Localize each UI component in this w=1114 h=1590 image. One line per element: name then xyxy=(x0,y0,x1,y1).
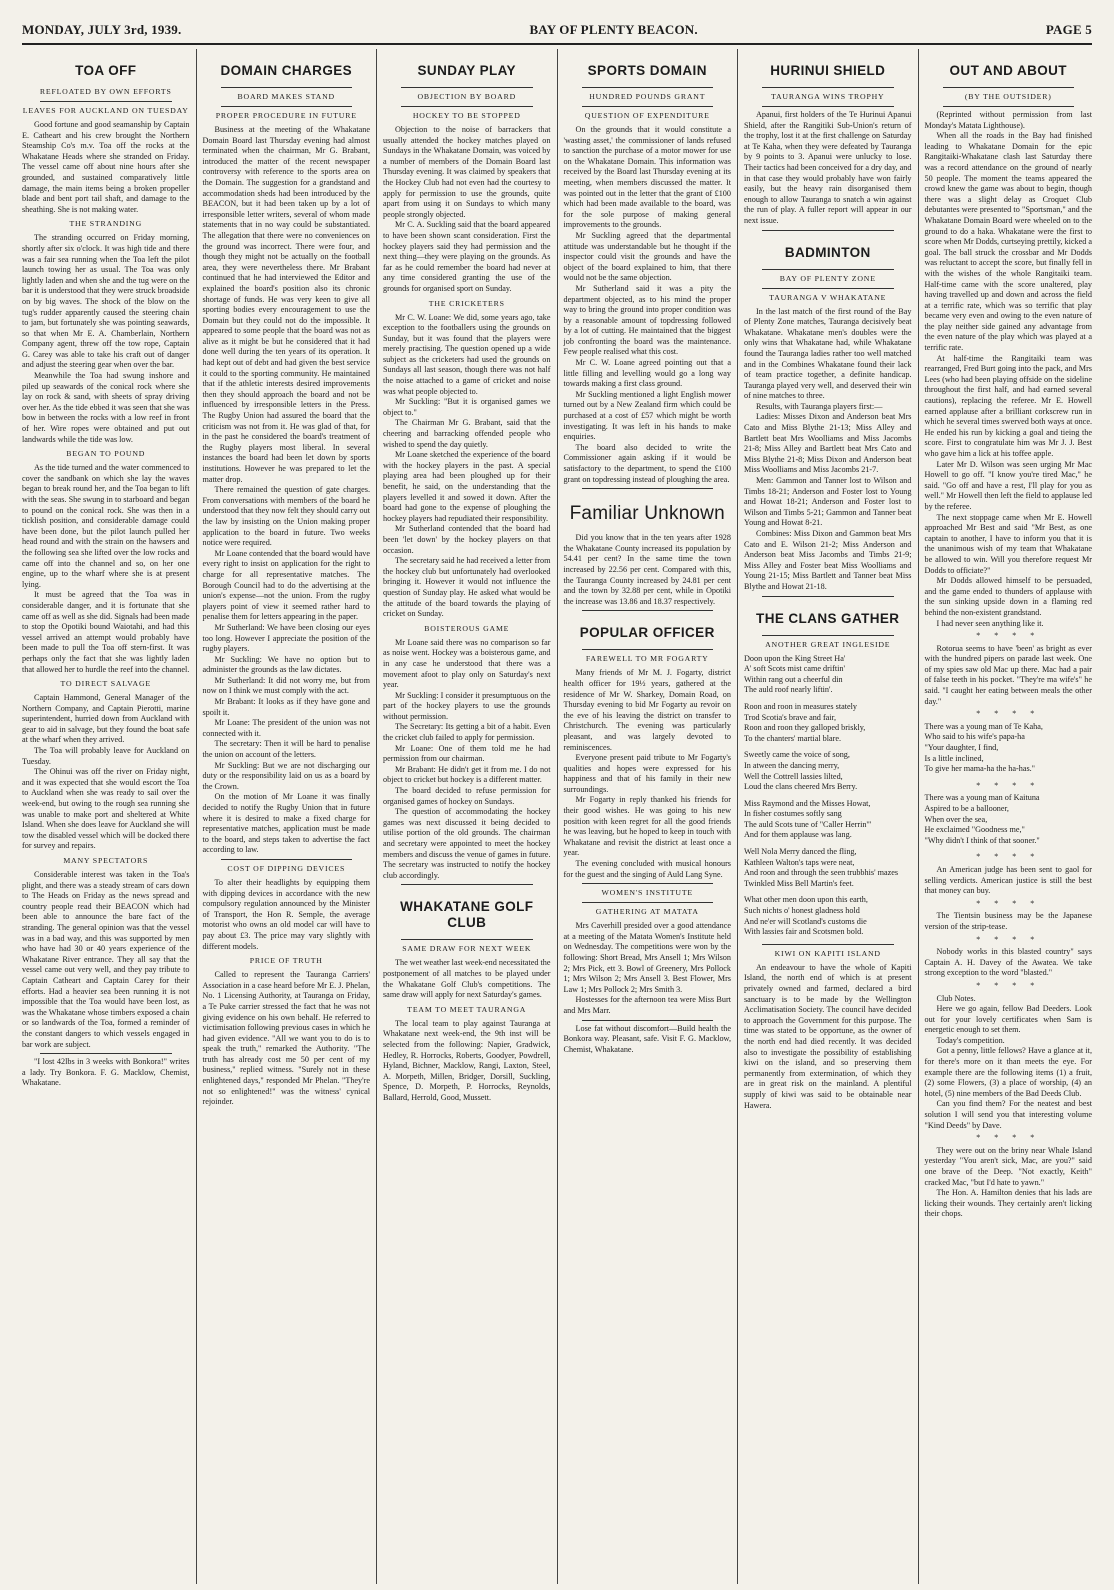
paragraph: Good fortune and good seamanship by Captain E. Catheart and his crew brought the Northern Steamship Co's m.v. Toa off the rocks at the Whakatane Heads where she stranded on Friday. The vessel came off about nine hours after she grounded, and sustained comparatively little damage, the main items being a broken propeller blade and bent port tail shaft, and damage to the sheathing. She is not making water. xyxy=(22,120,190,214)
verse: There was a young man of Te Kaha, Who said to his wife's papa-ha "Your daughter, I find, Is a little inclined, To give her mama-ha the ha-has." xyxy=(924,721,1043,774)
paragraph: Mr Suckling: "But it is organised games we object to." xyxy=(383,397,551,417)
divider xyxy=(582,488,714,489)
paragraph: "I lost 42lbs in 3 weeks with Bonkora!" writes a lady. Try Bonkora. F. G. Macklow, Chemist, Whakatane. xyxy=(22,1057,190,1088)
paragraph: Mr Loane: The president of the union was not connected with it. xyxy=(202,718,370,738)
paragraph: Hostesses for the afternoon tea were Miss Burt and Mrs Marr. xyxy=(563,995,731,1015)
subheading: ANOTHER GREAT INGLESIDE xyxy=(765,639,891,649)
verse: Sweetly came the voice of song, In atween the dancing merry, Well the Cottrell lassies lilted, Loud the clans cheered Mrs Berry. xyxy=(744,750,858,792)
column-domain-charges xyxy=(196,49,377,1584)
paragraph: Mr Sutherland said it was a pity the department objected, as to his mind the proper way to bring the ground into proper condition was by a reasonable amount of topdressing followed by a lot of cutting. He maintained that the biggest job confronting the board was the maintenance. Few people realised what this cost. xyxy=(563,283,731,357)
divider xyxy=(762,87,894,88)
headline: HURINUI SHIELD xyxy=(770,63,886,78)
paragraph: Mr C. W. Loane agreed pointing out that a little filling and levelling would go a long way towards making a first class ground. xyxy=(563,358,731,389)
paragraph: Mr Suckling agreed that the departmental attitude was understandable but he thought if the inspector could visit the grounds and have the object of the board explained to him, that there would not be the same objection. xyxy=(563,230,731,283)
column-toa-off xyxy=(22,49,196,1584)
divider xyxy=(221,87,353,88)
column-sports-domain xyxy=(557,49,738,1584)
divider xyxy=(762,635,894,636)
divider xyxy=(762,269,894,270)
paragraph: Mr Brabant: He didn't get it from me. I do not object to cricket but hockey is a different matter. xyxy=(383,764,551,785)
paragraph: The next stoppage came when Mr E. Howell approached Mr Best and said "Mr Best, as one captain to another, I have to inform you that it is the unanimous wish of my team that Whakatane be allowed to win. Will you therefore request Mr Dodds to officiate?" xyxy=(924,512,1092,575)
section-separator: * * * * xyxy=(976,852,1041,862)
divider xyxy=(943,87,1075,88)
paragraph: The Ohinui was off the river on Friday night, and it was expected that she would escort the Toa to Auckland when she was ready to sail over the week-end, but owing to the rough sea running she was unable to make port and sheltered at White Island. When she does leave for Auckland she will tow the disabled vessel which will be docked there for survey and repairs. xyxy=(22,767,190,851)
section-separator: * * * * xyxy=(976,898,1041,908)
paragraph: The Chairman Mr G. Brabant, said that the cheering and barracking offended people who wished to spend the day quietly. xyxy=(383,418,551,449)
paragraph: In the last match of the first round of the Bay of Plenty Zone matches, Tauranga decisively beat Whakatane. Whakatane men's doubles were the only wins that Whakatane had, while Whakatane found the Tauranga ladies rather too well matched and in the Combines Whakatane found their lack of team practice together, a definite handicap. Tauranga played very well, and deserved their win of nine matches to three. xyxy=(744,306,912,401)
verse: What other men doon upon this earth, Such nichts o' honest gladness hold And ne'er will Scotland's customs die With lassies fair and Scotsmen bold. xyxy=(744,895,868,937)
paragraph: There remained the question of gate charges. From conversations with members of the board he understood that they now felt they should carry out the law by insisting on the Union making proper application to the board in future. Two weeks notice were required. xyxy=(202,485,370,548)
paragraph: Mr Suckling: I consider it presumptuous on the part of the hockey players to use the grounds without permission. xyxy=(383,690,551,721)
section-separator: * * * * xyxy=(976,934,1041,944)
subheading: (BY THE OUTSIDER) xyxy=(964,92,1052,101)
divider xyxy=(762,106,894,107)
subheading: GATHERING AT MATATA xyxy=(595,907,699,917)
paragraph: Combines: Miss Dixon and Gammon beat Mrs Cato and E. Wilson 21-2; Miss Anderson and Anderson beat Miss Jacombs and Timbs 21-9; Miss Alley and Foster beat Miss Woolliams and Young 21-15; Miss Bartlett and Tanner beat Miss Blythe and Howat 21-18. xyxy=(744,529,912,591)
paragraph: It must be agreed that the Toa was in considerable danger, and it is fortunate that she came off as well as she did. Signals had been made to stop the Opotiki bound Waiotahi, and had this vessel arrived an attempt would probably have been made to pull the Toa off stern-first. It was perhaps only the fact that she was lightly laden that allowed her to hurdle the reef into the channel. xyxy=(22,590,190,674)
paragraph: Apanui, first holders of the Te Hurinui Apanui Shield, after the Rangitiki Sub-Union's return of the trophy, lost it at the first challenge on Saturday at Te Kaha, when they were defeated by Tauranga by 9 points to 3. Apanui were unlucky to lose. Their tactics had been conceived for a dry day, and in that case they would probably have won fairly easily, but the heavy rain disorganised them enough to allow Tauranga to snatch a win against the run of play. A fuller report will appear in our next issue. xyxy=(744,110,912,225)
subheading: TAURANGA WINS TROPHY xyxy=(771,92,885,101)
masthead xyxy=(22,22,1092,45)
divider xyxy=(582,106,714,107)
paragraph: When all the roads in the Bay had finished leading to Whakatane Domain for the epic Rangitaiki-Whakatane clash last Saturday there was a record attendance on the ground of nearly 50 people. The moment the teams appeared the crowd knew the game was about to begin, though there was a slight delay as Croquet Club debutantes were presented to "Sportsman," and the Whakatane Domain Board were wheeled on to the ground to do a haka. Whakatane were the first to score when Mr Dodds, curtseying prettily, kicked a goal. The ball struck the crossbar and Mr Dodds was reluctant to accept the score, but finally fell in with the wishes of the whole Rangitaiki team. Half-time came with the score unaltered, play having travelled up and down and across the field at a terrific rate, which was so terrific that play became very even and owing to the even nature of the play neither side gained any advantage from the even nature of the play which was played at a terrific rate. xyxy=(924,131,1092,353)
section-separator: * * * * xyxy=(976,709,1041,719)
subheading: BEGAN TO POUND xyxy=(66,449,146,459)
paragraph: Mr C. W. Loane: We did, some years ago, take exception to the footballers using the grounds on Sunday, but it was found that the players were merely practising. The question opened up a wide subject as the cricketers had used the grounds on Sundays all last season, though there was not half the noise attached to a game of cricket and noise was what people objected to. xyxy=(383,312,551,396)
paragraph: The Toa will probably leave for Auckland on Tuesday. xyxy=(22,746,190,766)
paragraph: Mr Brabant: It looks as if they have gone and spoilt it. xyxy=(202,697,370,717)
paragraph: (Reprinted without permission from last Monday's Matata Lighthouse). xyxy=(924,110,1092,130)
subheading: BOARD MAKES STAND xyxy=(237,92,335,101)
paragraph: The wet weather last week-end necessitated the postponement of all matches to be played under the Whakatane Golf Club's competitions. The same draw will apply for next Saturday's games. xyxy=(383,958,551,1000)
paragraph: Mr Suckling: But we are not discharging our duty or the responsibility laid on us as a board by the Crown. xyxy=(202,760,370,791)
subheading: SAME DRAW FOR NEXT WEEK xyxy=(402,944,532,954)
headline: POPULAR OFFICER xyxy=(579,625,715,641)
subheading: WOMEN'S INSTITUTE xyxy=(601,888,693,898)
paragraph: Rotorua seems to have 'been' as bright as ever with the hundred pipers on parade last week. One of my spies saw old Mac up there. Mac had a pair of false teeth in his pocket. "They're ma wife's" he said. "I caught her eating between meals the other day." xyxy=(924,643,1092,706)
divider xyxy=(582,883,714,884)
paragraph: Everyone present paid tribute to Mr Fogarty's qualities and hopes were expressed for his happiness and that of his family in their new surroundings. xyxy=(563,753,731,794)
column-out-and-about xyxy=(918,49,1093,1584)
divider xyxy=(582,610,714,611)
paragraph: Objection to the noise of barrackers that usually attended the hockey matches played on Sundays in the Whakatane Domain, was voiced by a number of members of the Domain Board last Thursday evening. It was claimed by speakers that the Hockey Club had not even had the courtesy to apply for permission to use the grounds, quite apart from using it on Sundays to which many people strongly objected. xyxy=(383,125,551,219)
subheading: HOCKEY TO BE STOPPED xyxy=(412,111,521,120)
headline: SUNDAY PLAY xyxy=(417,63,516,78)
paragraph: Many friends of Mr M. J. Fogarty, district health officer for 19½ years, gathered at the residence of Mr W. Sharkey, Domain Road, on Thursday evening to bid Mr Fogarty au revoir on the eve of his leaving the district on transfer to Christchurch. The evening was particularly pleasant, and was largely devoted to reminiscences. xyxy=(563,668,731,752)
paragraph: The secretary said he had received a letter from the hockey club but unfortunately had overlooked bringing it. However it would not influence the question of Sunday play. He asked what would be the attitude of the board towards the playing of cricket on Sunday. xyxy=(383,556,551,619)
paragraph: Mrs Caverhill presided over a good attendance at a meeting of the Matata Women's Institute held on Wednesday. The competitions were won by the following: Short Bread, Mrs Ansell 1; Mrs Wilson 2; Mrs Pick, ett 3. Bowl of Greenery, Mrs Pollock 1; Mrs Wilson 2; Mrs Ansell 3. Best Flower, Mrs Law 1; Mrs Pollock 2; Mrs Smith 3. xyxy=(563,921,731,994)
paragraph: Captain Hammond, General Manager of the Northern Company, and Captain Pierotti, marine superintendent, hurried down from Auckland with gear to aid in salvage, but they found the boat safe at the wharf when they arrived. xyxy=(22,693,190,745)
divider xyxy=(401,939,533,940)
paragraph: Nobody works in this blasted country" says Captain A. H. Davey of the Awatea. We take strong exception to the word "blasted." xyxy=(924,947,1092,978)
paragraph: At half-time the Rangitaiki team was rearranged, Fred Burt going into the pack, and Mrs Lees (who had been playing offside on the sideline throughout the first half, and had earned several cautions), replacing the referee. Mr E. Howell earned applause after a brilliant corkscrew run in which he several times swerved both ways at once. He ended his run by kicking a goal and tieing the score. First to congratulate him was Mr J. J. Best who gave him a lick at his toffee apple. xyxy=(924,353,1092,458)
divider xyxy=(762,944,894,945)
paragraph: Mr Loane sketched the experience of the board with the hockey players in the past. A special playing area had been ploughed up for their benefit, he said, on the understanding that the players levelled it and sowed it down. After the board had gone to the expense of ploughing the hockey players had repudiated their responsibility. xyxy=(383,450,551,523)
paragraph: The secretary: Then it will be hard to penalise the union on account of the letters. xyxy=(202,739,370,760)
paragraph: On the grounds that it would constitute a 'wasting asset,' the commissioner of lands refused to sanction the purchase of a motor mower for use on the Whakatane Domain. This information was received by the Board last Thursday evening at its meeting, when members discussed the matter. It was pointed out in the letter that the grant of £100 which had been made available to the board, was for the sole purpose of making general improvements to the grounds. xyxy=(563,125,731,230)
column-hurinui-shield xyxy=(737,49,918,1584)
paragraph: Here we go again, fellow Bad Deeders. Look out for your lovely certificates when Sam is energetic enough to set them. xyxy=(924,1004,1092,1035)
subheading: PROPER PROCEDURE IN FUTURE xyxy=(215,111,357,120)
divider xyxy=(582,902,714,903)
divider xyxy=(401,884,533,885)
paragraph: Can you find them? For the neatest and best solution I will send you that interesting volume "Kind Deeds" by Dave. xyxy=(924,1099,1092,1130)
paragraph: Mr Sutherland: We have been closing our eyes too long. However I appreciate the position of the rugby players. xyxy=(202,622,370,654)
section-separator: * * * * xyxy=(976,780,1041,790)
subheading: THE STRANDING xyxy=(69,219,143,229)
paragraph: Today's competition. xyxy=(936,1035,1005,1045)
subheading: QUESTION OF EXPENDITURE xyxy=(584,111,710,120)
paragraph: The Hon. A. Hamilton denies that his lads are licking their wounds. They certainly aren't licking their chops. xyxy=(924,1188,1092,1219)
section-separator: * * * * xyxy=(976,1133,1041,1143)
headline: SPORTS DOMAIN xyxy=(587,63,707,78)
subheading: TEAM TO MEET TAURANGA xyxy=(407,1004,527,1014)
paragraph: Results, with Tauranga players first:— xyxy=(756,401,883,411)
section-separator: * * * * xyxy=(976,980,1041,990)
article-columns xyxy=(22,49,1092,1584)
column-sunday-play xyxy=(376,49,557,1584)
paragraph: Meanwhile the Toa had swung inshore and piled up seawards of the conical rock where she lay on rock & sand, with sheets of spray driving over her. As the tide ebbed it was seen that she was bow in between the rocks with a low reef in front of her. Wire ropes were obtained and put out landwards while the tide was low. xyxy=(22,371,190,444)
headline: DOMAIN CHARGES xyxy=(220,63,353,78)
subheading: MANY SPECTATORS xyxy=(63,856,149,865)
paragraph: Mr Loane: One of them told me he had permission from our chairman. xyxy=(383,743,551,764)
verse: Doon upon the King Street Ha' A' soft Scots mist came driftin' Within rang out a cheerful din The auld roof nearly liftin'. xyxy=(744,653,846,695)
divider xyxy=(221,859,353,860)
subheading: KIWI ON KAPITI ISLAND xyxy=(774,948,881,958)
headline: OUT AND ABOUT xyxy=(949,63,1067,78)
headline: TOA OFF xyxy=(75,63,137,78)
subheading: LEAVES FOR AUCKLAND ON TUESDAY xyxy=(22,106,189,115)
headline: BADMINTON xyxy=(784,244,871,260)
paragraph: Mr Suckling: We have no option but to administer the grounds as the law dictates. xyxy=(202,654,370,675)
divider xyxy=(401,87,533,88)
verse: Well Nola Merry danced the fling, Kathleen Walton's taps were neat, And roon and through the seen trubbhis' mazes Twinkled Miss Bell Martin's feet. xyxy=(744,847,899,888)
subheading: TAURANGA V WHAKATANE xyxy=(769,292,887,302)
paper-title: BAY OF PLENTY BEACON. xyxy=(529,22,698,37)
paragraph: Later Mr D. Wilson was seen urging Mr Mac Howell to go off. "I know you're tired Mac," he said. "Go off and have a rest, I'll play for you as well." Mr Howell then left the field to applause led by the referee. xyxy=(924,459,1092,511)
verse: Roon and roon in measures stately Trod Scotia's brave and fair, Roon and roon they galloped briskly, To the chanters' martial blare. xyxy=(744,701,866,743)
subheading: COST OF DIPPING DEVICES xyxy=(227,863,346,873)
divider xyxy=(40,101,172,102)
paragraph: Mr Sutherland contended that the board had been 'let down' by the hockey players on that occasion. xyxy=(383,524,551,555)
paragraph: The Secretary: Its getting a bit of a habit. Even the cricket club failed to apply for permission. xyxy=(383,722,551,743)
verse: Miss Raymond and the Misses Howat, In fisher costumes softly sang The auld Scots tune of "Caller Herrin'" And for them applause was lang. xyxy=(744,798,872,840)
verse: There was a young man of Kaituna Aspired to be a ballooner, When over the sea, He exclaimed "Goodness me," "Why didn't I think of that sooner." xyxy=(924,793,1040,845)
paragraph: The board decided to refuse permission for organised games of hockey on Sundays. xyxy=(383,786,551,806)
page-number: PAGE 5 xyxy=(1045,22,1092,37)
paragraph: Mr Loane said there was no comparison so far as noise went. Hockey was a boisterous game, and in any case he understood that there was a movement afoot to play only on Saturday's next year. xyxy=(383,637,551,690)
paragraph: Mr Dodds allowed himself to be persuaded, and the game ended to thunders of applause with the sun sinking upside down in a flaming red behind the non-existent grandstand. xyxy=(924,576,1092,617)
paragraph: On the motion of Mr Loane it was finally decided to notify the Rugby Union that in future where it is desired to make a fixed charge for representative matches, application must be made to the board, and steps taken to advertise the fact according to law. xyxy=(202,792,370,855)
paragraph: As the tide turned and the water commenced to cover the sandbank on which she lay the waves began to break round her, and the Toa began to lift with the seas. She swung in to starboard and began to pound on the conical rock. She was then in a ticklish position, and considerable damage could have been done, but the pilot launch pulled her head round and with the strain on the hawsers and the following sea she lifted over the low rocks and came off into the channel and so, on her one engine, up to the wharf where she is at present lying. xyxy=(22,463,190,589)
paragraph: Mr Suckling mentioned a light English mower turned out by a New Zealand firm which could be purchased at a cost of £57 which might be worth investigating. It was left in his hands to make enquiries. xyxy=(563,389,731,442)
paragraph: Got a penny, little fellows? Have a glance at it, for there's more on it than meets the eye. For example there are the following items (1) a fruit, (2) some Flowers, (3) a place of worship, (4) an hotel, (5) nine members of the Bad Deeds Club. xyxy=(924,1046,1092,1098)
divider xyxy=(762,596,894,597)
paragraph: An American judge has been sent to gaol for selling verdicts. American justice is still the best that money can buy. xyxy=(924,864,1092,896)
paragraph: Mr C. A. Suckling said that the board appeared to have been shown scant consideration. First the hockey players said they had permission and the next thing—they were playing on the grounds. As far as he could remember the board had never at any time considered granting the use of the grounds for organised sport on Sunday. xyxy=(383,220,551,293)
paragraph: To alter their headlights by equipping them with dipping devices in accordance with the new compulsory regulation announced by the Minister of Transport, the Hon R. Semple, the average motorist who owns an old model car will have to pay about £3. The price may vary slightly with different models. xyxy=(202,877,370,951)
paragraph: Mr Sutherland: It did not worry me, but from now on I think we must comply with the act. xyxy=(202,675,370,696)
divider xyxy=(943,106,1075,107)
paragraph: The stranding occurred on Friday morning, shortly after six o'clock. It was high tide and there was a fair sea running when the Toa left the pilot launch towing her as usual. The Toa was only lightly laden and when she and the tug were on the bar it is understood that they were struck broadside on by big waves. The shock of the blow on the tug's rudder apparently caused the steering chain to jam, but fortunately she was pointing seawards, so that when Mr E. A. Chamberlain, Northern Company agent, threw off the tow rope, Captain G. Carey was able to take his craft out of danger and adjust the steering gear when over the bar. xyxy=(22,233,190,370)
subheading: OBJECTION BY BOARD xyxy=(417,92,517,101)
subheading: PRICE OF TRUTH xyxy=(249,956,323,966)
paragraph: The local team to play against Tauranga at Whakatane next week-end, the 9th inst will be selected from the following: Napier, Gradwick, Hedley, R. Horrocks, Roberts, Goodyer, Powdrell, Hyland, Bichner, Macklow, Rangi, Laxton, Steel, A. Morpeth, Millen, Bridger, Dorsill, Suckling, Spence, D. Morpeth, P. Horrocks, Reynolds, Ballard, Herrold, Good, Mussett. xyxy=(383,1018,551,1102)
paragraph: Did you know that in the ten years after 1928 the Whakatane County increased its population by 54.41 per cent? In the same time the town increased by 22.56 per cent. Compared with this, the Tauranga County increased by 24.81 per cent and the town by 32.88 per cent, while in Opotiki the increase was 13.86 and 18.37 respectively. xyxy=(563,533,731,606)
headline: Familiar Unknown xyxy=(569,503,725,525)
paragraph: The board also decided to write the Commissioner again asking if it would be satisfactory to the department, to spend the £100 grant on topdressing instead of ploughing the area. xyxy=(563,442,731,484)
divider xyxy=(762,230,894,231)
headline: THE CLANS GATHER xyxy=(756,610,900,626)
subheading: THE CRICKETERS xyxy=(428,298,505,308)
paragraph: I had never seen anything like it. xyxy=(936,618,1044,628)
paragraph: Ladies: Misses Dixon and Anderson beat Mrs Cato and Miss Blythe 21-13; Miss Alley and Bartlett beat Mrs Woolliams and Miss Jacombs 21-8; Miss Alley and Bartlett beat Mrs Cato and Miss Blythe 21-8; Miss Dixon and Anderson beat Miss Woolliams and Miss Jacombs 21-7. xyxy=(744,412,912,475)
issue-date: MONDAY, JULY 3rd, 1939. xyxy=(22,22,182,37)
paragraph: Business at the meeting of the Whakatane Domain Board last Thursday evening had almost terminated when the chairman, Mr G. Brabant, introduced the matter of the recent newspaper controversy with reference to the sports area on the Domain. The suggestion for a grandstand and accommodation sheds had been introduced by the BEACON, but it had been taken up by a lot of irresponsible letter writers, several of whom made statements that in no way could be substantiated. The allegation that there were no conveniences on the ground was incorrect. There were four, and though they might not be actually on the football area, they were nevertheless there. Mr Brabant continued that he had interviewed the Editor and explained the board's position also its chronic shortage of funds. He was very keen to give all sporting bodies every encouragement to use the Domain but they could not do the impossible. It appeared to some people that the board was not as alive as it might be but he considered that it had done well during the ten years of its operation. It had kept out of debt and had given the best service it could to the sporting community. He maintained that if the athletic interests desired improvements then they should approach the board and not be influenced by irresponsible letters in the Press. The Rugby Union had assured the board that the criticism was not from it. He was glad of that, for in the past he considered the board's treatment of the Rugby players most liberal. In several instances the board had been let down by sports institutions. However he was prepared to let the matter drop. xyxy=(202,125,370,484)
paragraph: Lose fat without discomfort—Build health the Bonkora way. Pleasant, safe. Visit F. G. Macklow, Chemist, Whakatane. xyxy=(563,1023,731,1054)
subheading: FAREWELL TO MR FOGARTY xyxy=(585,654,709,664)
section-separator: * * * * xyxy=(976,631,1041,641)
paragraph: Called to represent the Tauranga Carriers' Association in a case heard before Mr E. J. Phelan, No. 1 Licensing Authority, at Tauranga on Friday, a Te Puke carrier stressed the fact that he was not giving evidence on his own behalf. He referred to victimisation following previous cases in which he had given evidence. "All we want you to do is to speak the truth," remarked the Authority. "The truth has already cost me 50 per cent of my business," replied witness. "Surely not in these enlightened days," responded Mr Phelan. "They're not so enlightened!" was the witness' cynical rejoinder. xyxy=(202,970,370,1107)
divider xyxy=(401,106,533,107)
divider xyxy=(762,288,894,289)
paragraph: The evening concluded with musical honours for the guest and the singing of Auld Lang Syne. xyxy=(563,859,731,879)
subheading: REFLOATED BY OWN EFFORTS xyxy=(39,87,172,96)
paragraph: They were out on the briny near Whale Island yesterday "You aren't sick, Mac, are you?" said one brave of the Deep. "Not exactly, Keith" cracked Mac, "but I'd hate to yawn." xyxy=(924,1145,1092,1187)
divider xyxy=(582,87,714,88)
paragraph: Considerable interest was taken in the Toa's plight, and there was a steady stream of cars down to The Heads on Friday as the news spread and country people read their BEACON which had been able to announce the bare fact of the stranding. The general opinion was that the vessel was in a bad way, and this was supported by men who have had 30 or 40 years experience of the Whakatane River entrance. They all say that the vessel came out very well, and they pay tribute to Captain Catheart and Captain Carey for their efforts. Had a heavier sea been running it is not impossible that the Toa would have been lost, as was the Whakatane whose timbers exposed a chain or so landwards of the Toa, formed a reminder of the constant dangers to which vessels engaged in bar work are subject. xyxy=(22,870,190,1049)
headline: WHAKATANE GOLF CLUB xyxy=(400,899,534,931)
subheading: TO DIRECT SALVAGE xyxy=(60,679,151,689)
subheading: BOISTEROUS GAME xyxy=(424,623,510,633)
paragraph: An endeavour to have the whole of Kapiti Island, the north end of which is at present privately owned and farmed, declared a bird sanctuary is to be made by the Wellington Acclimatisation Society. The council have decided to approach the Government for this purpose. The time was stated to be opportune, as the owner of the north end had died recently. It was decided also to investigate the possibility of establishing kiwi on the island, and so preserving them permanently from extermination, of which they are in great risk on the mainland. A plentiful supply of kiwi was said to be obtainable near Hawera. xyxy=(744,962,912,1110)
paragraph: The Tientsin business may be the Japanese version of the strip-tease. xyxy=(924,911,1092,931)
paragraph: Men: Gammon and Tanner lost to Wilson and Timbs 18-21; Anderson and Foster lost to Young and Howat 18-21; Anderson and Foster lost to Wilson and Timbs 5-21; Gammon and Tanner beat Young and Howat 8-21. xyxy=(744,476,912,528)
paragraph: The question of accommodating the hockey games was next discussed it being decided to utilise portion of the old grounds. The chairman and secretary were appointed to meet the hockey members and discuss the venue of games in future. The secretary was instructed to notify the hockey club accordingly. xyxy=(383,807,551,880)
paragraph: Club Notes. xyxy=(936,993,976,1003)
divider xyxy=(582,649,714,650)
divider xyxy=(582,1020,714,1021)
divider xyxy=(40,1053,172,1054)
paragraph: Mr Loane contended that the board would have every right to insist on application for the right to charge for all representative matches. The Borough Council had to do the advertising at the union's expense—not the union. From the rugby players point of view it seemed rather hard to penalise them for letters appearing in the paper. xyxy=(202,548,370,622)
paragraph: Mr Fogarty in reply thanked his friends for their good wishes. He was going to his new position with keen regret for all the good friends he was leaving, but he hoped to keep in touch with Whakatane and revisit the district at least once a year. xyxy=(563,795,731,858)
subheading: HUNDRED POUNDS GRANT xyxy=(589,92,706,101)
subheading: BAY OF PLENTY ZONE xyxy=(779,273,876,283)
divider xyxy=(221,106,353,107)
